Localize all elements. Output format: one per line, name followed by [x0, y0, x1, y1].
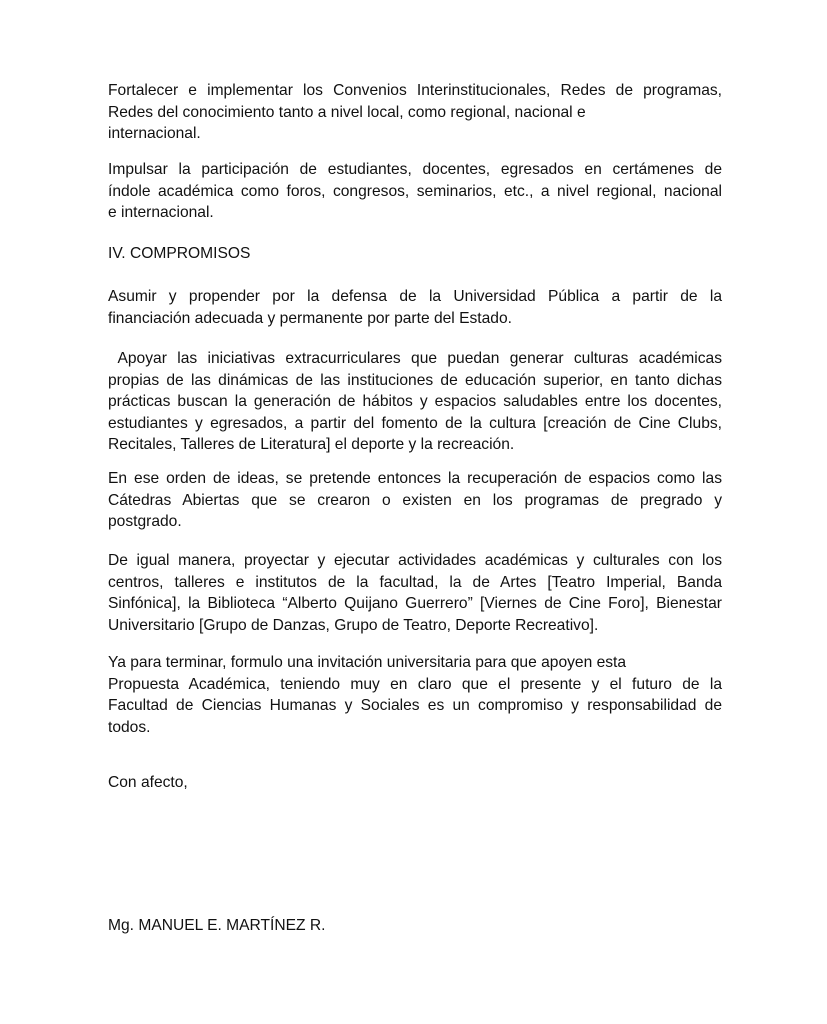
text-line: Asumir y propender por la defensa de la Universidad Pública a partir de la: [108, 288, 722, 305]
heading-compromisos: IV. COMPROMISOS: [108, 245, 251, 262]
text-line: Propuesta Académica, teniendo muy en claro que el presente y el futuro de la: [108, 675, 722, 693]
text-line: Redes del conocimiento tanto a nivel local, como regional, nacional e: [108, 103, 586, 121]
text-line: Cátedras Abiertas que se crearon o existen en los programas de pregrado y: [108, 491, 722, 509]
text-line: Impulsar la participación de estudiantes, docentes, egresados en certámenes de: [108, 161, 722, 178]
paragraph-orden-ideas: [108, 468, 722, 533]
text-line: Ya para terminar, formulo una invitación universitaria para que apoyen esta: [108, 654, 627, 671]
text-line: todos.: [108, 718, 151, 736]
text-line: estudiantes y egresados, a partir del fomento de la cultura [creación de Cine Clubs,: [108, 414, 722, 432]
text-line: Universitario [Grupo de Danzas, Grupo de Teatro, Deporte Recreativo].: [108, 616, 599, 634]
paragraph-participacion: [108, 159, 722, 224]
text-line: En ese orden de ideas, se pretende entonces la recuperación de espacios como las: [108, 470, 722, 487]
text-line: e internacional.: [108, 204, 214, 221]
text-line: postgrado.: [108, 513, 182, 530]
text-line: propias de las dinámicas de las instituciones de educación superior, en tanto dichas: [108, 371, 722, 389]
text-line: Sinfónica], la Biblioteca “Alberto Quijano Guerrero” [Viernes de Cine Foro], Bienestar: [108, 595, 722, 612]
paragraph-universidad-publica: [108, 286, 722, 329]
text-line: Apoyar las iniciativas extracurriculares que puedan generar culturas académicas: [108, 350, 722, 367]
text-line: prácticas buscan la generación de hábitos y espacios saludables entre los docentes,: [108, 393, 722, 410]
closing-text: Con afecto,: [108, 774, 188, 791]
paragraph-convenios: [108, 80, 722, 145]
section-heading: [108, 243, 722, 265]
text-line: Fortalecer e implementar los Convenios Interinstitucionales, Redes de programas,: [108, 82, 722, 99]
text-line: Recitales, Talleres de Literatura] el deporte y la recreación.: [108, 436, 515, 453]
text-line: internacional.: [108, 125, 201, 142]
signature: [108, 915, 722, 937]
signature-name: Mg. MANUEL E. MARTÍNEZ R.: [108, 917, 326, 934]
paragraph-invitacion: [108, 652, 722, 738]
text-line: índole académica como foros, congresos, seminarios, etc., a nivel regional, nacional: [108, 182, 722, 200]
text-line: De igual manera, proyectar y ejecutar actividades académicas y culturales con los: [108, 552, 722, 569]
paragraph-actividades: [108, 550, 722, 636]
paragraph-iniciativas: [108, 348, 722, 456]
closing: [108, 772, 722, 794]
text-line: centros, talleres e institutos de la facultad, la de Artes [Teatro Imperial, Banda: [108, 573, 722, 591]
text-line: Facultad de Ciencias Humanas y Sociales es un compromiso y responsabilidad de: [108, 697, 722, 714]
text-line: financiación adecuada y permanente por parte del Estado.: [108, 309, 512, 327]
